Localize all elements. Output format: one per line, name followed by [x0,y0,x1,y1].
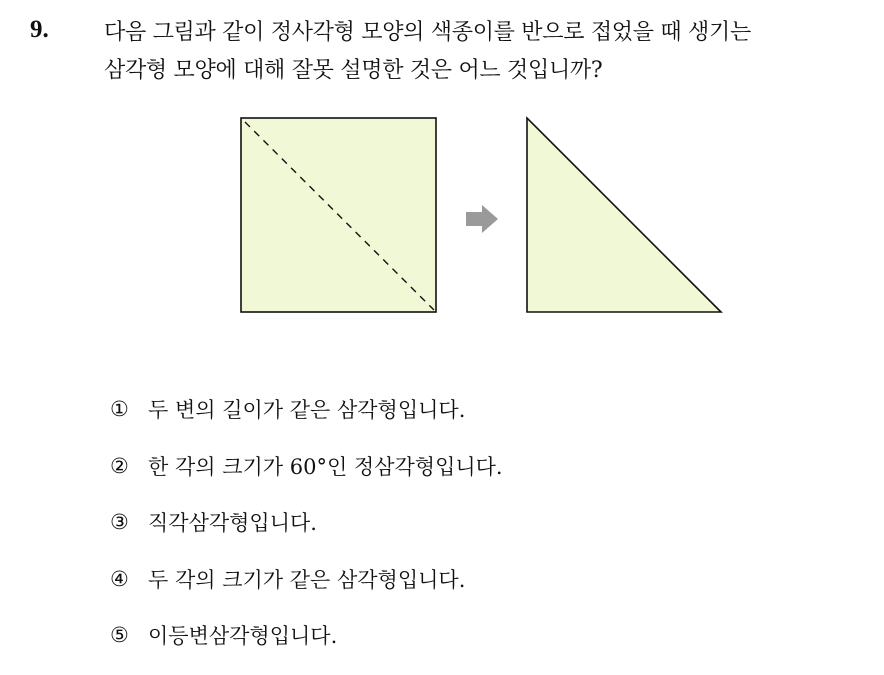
choice-2-text: 한 각의 크기가 60°인 정삼각형입니다. [148,454,503,479]
answer-choices [110,392,503,675]
folded-triangle [527,118,721,312]
choice-4[interactable] [110,562,503,596]
right-arrow-icon [466,205,498,233]
choice-4-text: 두 각의 크기가 같은 삼각형입니다. [148,567,466,592]
question-text [104,14,874,90]
square-paper [241,118,436,312]
folding-figure [236,112,726,318]
choice-3[interactable] [110,505,503,539]
choice-5[interactable] [110,618,503,652]
choice-2[interactable] [110,449,503,483]
choice-1[interactable] [110,392,503,426]
choice-4-marker: ④ [110,566,129,591]
choice-3-text: 직각삼각형입니다. [148,511,317,535]
choice-1-text: 두 변의 길이가 같은 삼각형입니다. [148,398,466,422]
question-number: 9. [30,16,49,43]
question-text-line-1: 다음 그림과 같이 정사각형 모양의 색종이를 반으로 접었을 때 생기는 [104,20,751,45]
choice-1-marker: ① [110,397,129,421]
question-text-line-2: 삼각형 모양에 대해 잘못 설명한 것은 어느 것입니까? [104,58,603,83]
choice-5-text: 이등변삼각형입니다. [148,624,338,648]
choice-3-marker: ③ [110,510,129,534]
choice-2-marker: ② [110,453,129,478]
choice-5-marker: ⑤ [110,623,129,647]
